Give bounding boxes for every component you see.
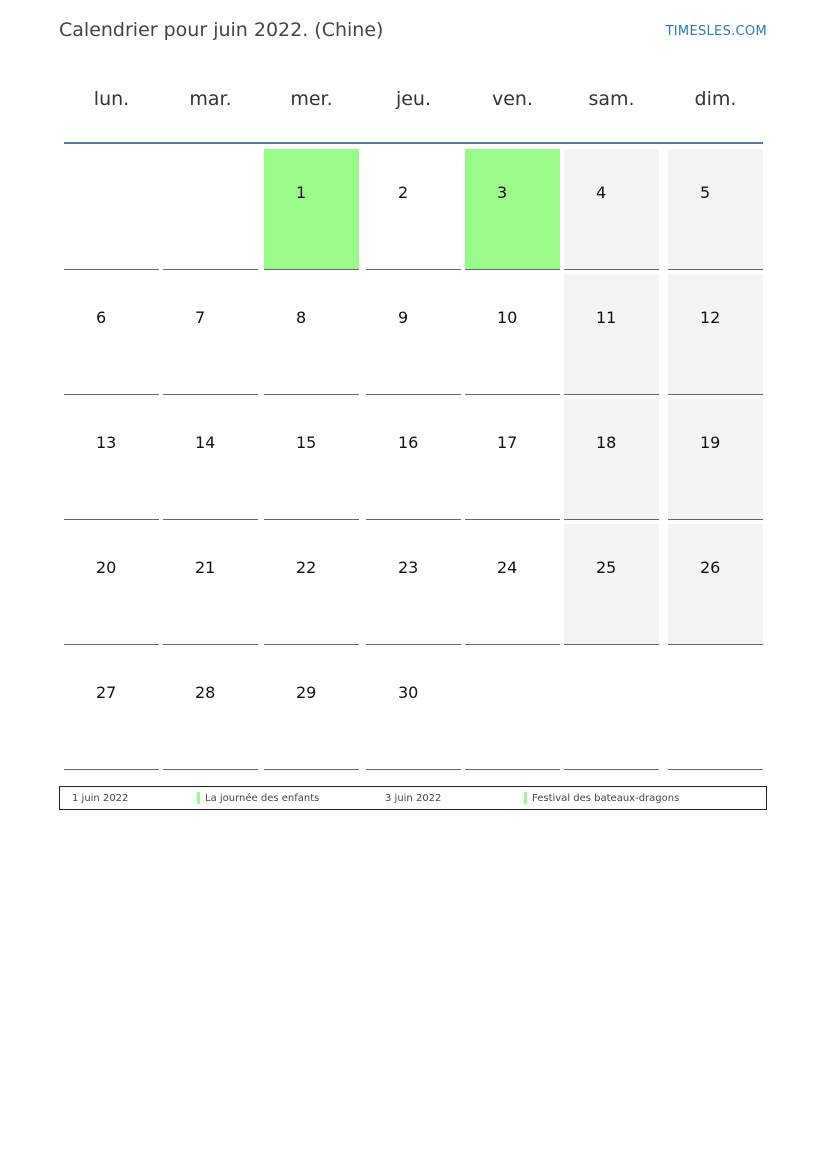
weekday-label: dim.	[694, 88, 737, 110]
day-number: 19	[700, 433, 721, 452]
day-number: 15	[296, 433, 317, 452]
calendar-day-cell	[366, 399, 461, 520]
day-number: 8	[296, 308, 307, 327]
day-number: 21	[195, 558, 216, 577]
calendar-day-cell	[564, 524, 659, 645]
weekday-label: lun.	[93, 88, 130, 110]
legend-color-swatch	[524, 792, 527, 804]
calendar-day-cell	[163, 274, 258, 395]
calendar-empty-cell	[163, 149, 258, 270]
day-number: 5	[700, 183, 711, 202]
calendar-day-cell	[64, 649, 159, 770]
day-number: 7	[195, 308, 206, 327]
calendar-day-cell	[64, 524, 159, 645]
calendar-day-cell	[264, 149, 359, 270]
weekday-header	[64, 88, 763, 118]
legend-color-swatch	[197, 792, 200, 804]
calendar-day-cell	[668, 399, 763, 520]
day-number: 22	[296, 558, 317, 577]
day-number: 2	[398, 183, 409, 202]
weekday-label: ven.	[491, 88, 533, 110]
holiday-legend	[59, 786, 767, 810]
calendar-day-cell	[163, 649, 258, 770]
calendar-day-cell	[264, 524, 359, 645]
day-number: 28	[195, 683, 216, 702]
legend-holiday-name: La journée des enfants	[205, 793, 320, 804]
calendar-day-cell	[64, 399, 159, 520]
calendar-empty-cell	[64, 149, 159, 270]
weekday-label: sam.	[588, 88, 635, 110]
day-number: 6	[96, 308, 107, 327]
day-number: 3	[497, 183, 508, 202]
calendar-day-cell	[163, 399, 258, 520]
calendar-day-cell	[366, 649, 461, 770]
calendar-day-cell	[264, 399, 359, 520]
header-divider	[64, 142, 763, 144]
calendar-day-cell	[465, 149, 560, 270]
calendar-day-cell	[465, 274, 560, 395]
calendar-day-cell	[64, 274, 159, 395]
calendar-day-cell	[366, 149, 461, 270]
calendar-day-cell	[668, 524, 763, 645]
calendar-day-cell	[163, 524, 258, 645]
calendar-day-cell	[366, 524, 461, 645]
calendar-day-cell	[366, 274, 461, 395]
brand-link[interactable]: TIMESLES.COM	[665, 24, 767, 39]
day-number: 29	[296, 683, 317, 702]
calendar-day-cell	[465, 524, 560, 645]
calendar-empty-cell	[465, 649, 560, 770]
legend-date: 1 juin 2022	[72, 793, 129, 804]
weekday-label: mer.	[290, 88, 333, 110]
day-number: 4	[596, 183, 607, 202]
day-number: 24	[497, 558, 518, 577]
calendar-day-cell	[564, 274, 659, 395]
day-number: 27	[96, 683, 117, 702]
legend-holiday-name: Festival des bateaux-dragons	[532, 793, 680, 804]
calendar-day-cell	[264, 649, 359, 770]
day-number: 10	[497, 308, 518, 327]
calendar-empty-cell	[668, 649, 763, 770]
day-number: 17	[497, 433, 518, 452]
day-number: 26	[700, 558, 721, 577]
calendar-day-cell	[668, 274, 763, 395]
day-number: 11	[596, 308, 617, 327]
day-number: 23	[398, 558, 419, 577]
weekday-label: jeu.	[395, 88, 432, 110]
calendar-empty-cell	[564, 649, 659, 770]
day-number: 25	[596, 558, 617, 577]
day-number: 12	[700, 308, 721, 327]
calendar-day-cell	[668, 149, 763, 270]
calendar-day-cell	[264, 274, 359, 395]
day-number: 20	[96, 558, 117, 577]
calendar-day-cell	[465, 399, 560, 520]
weekday-label: mar.	[189, 88, 232, 110]
day-number: 30	[398, 683, 419, 702]
day-number: 18	[596, 433, 617, 452]
day-number: 16	[398, 433, 419, 452]
calendar-day-cell	[564, 399, 659, 520]
day-number: 9	[398, 308, 409, 327]
day-number: 1	[296, 183, 307, 202]
day-number: 14	[195, 433, 216, 452]
legend-date: 3 juin 2022	[385, 793, 442, 804]
calendar-day-cell	[564, 149, 659, 270]
day-number: 13	[96, 433, 117, 452]
page-title: Calendrier pour juin 2022. (Chine)	[59, 19, 384, 41]
